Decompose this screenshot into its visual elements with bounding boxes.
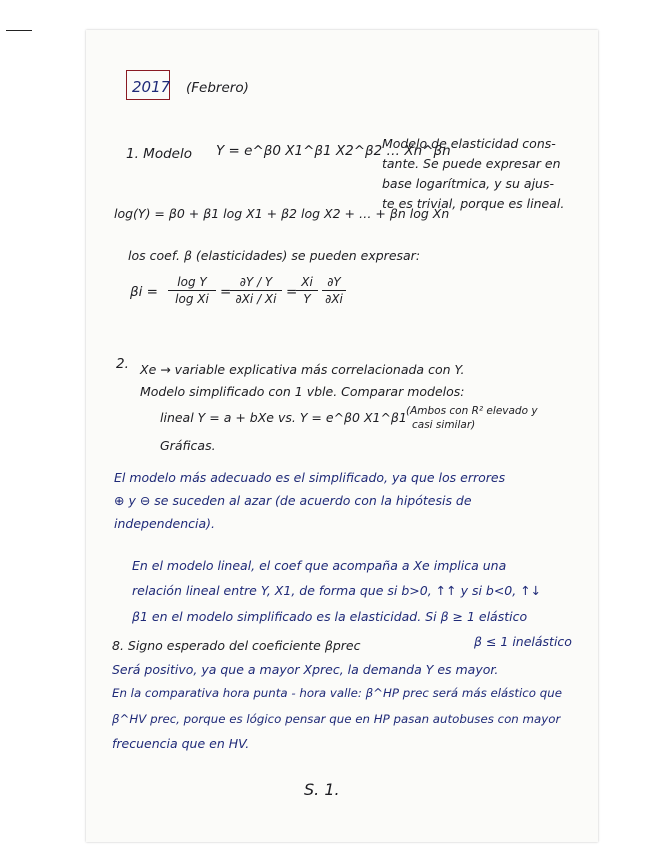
q1-frac4-num: ∂Y: [327, 275, 341, 289]
q8-label: 8. Signo esperado del coeficiente βprec: [112, 638, 361, 653]
q1-fraction-log: [168, 275, 216, 306]
q1-frac3-num: Xi: [301, 275, 313, 289]
q8-blue-line-1: Será positivo, ya que a mayor Xprec, la demanda Y es mayor.: [112, 662, 499, 677]
q1-equals-2: =: [286, 284, 298, 300]
q2-line-3: lineal Y = a + bXe vs. Y = e^β0 X1^β1: [160, 410, 407, 425]
q2-brace-line-1: (Ambos con R² elevado y: [406, 405, 538, 417]
q1-frac1-den: log Xi: [175, 292, 209, 306]
q1-frac3-den: Y: [303, 292, 311, 306]
handwritten-page: [86, 30, 598, 842]
q1-note-line-4: te es trivial, porque es lineal.: [382, 196, 565, 211]
q1-log-equation: log(Y) = β0 + β1 log X1 + β2 log X2 + … + βn log Xn: [114, 206, 450, 221]
q1-label: 1. Modelo: [126, 146, 192, 162]
q2-blue-p1-line-2: ⊕ y ⊖ se suceden al azar (de acuerdo con la hipótesis de: [114, 493, 472, 508]
q2-blue-p2-line-3: β1 en el modelo simplificado es la elasticidad. Si β ≥ 1 elástico: [132, 609, 528, 624]
q2-inelastic-note: β ≤ 1 inelástico: [474, 634, 572, 649]
q2-blue-p2-line-1: En el modelo lineal, el coef que acompaña a Xe implica una: [132, 558, 507, 573]
signature: S. 1.: [304, 780, 340, 799]
q2-blue-p1-line-3: independencia).: [114, 516, 215, 531]
q1-equals-1: =: [220, 284, 232, 300]
q8-blue-line-3: β^HV prec, porque es lógico pensar que en HP pasan autobuses con mayor: [112, 712, 561, 726]
q2-line-1: Xe → variable explicativa más correlacionada con Y.: [140, 362, 465, 377]
q1-fraction-partial: [230, 275, 282, 306]
q1-frac2-num: ∂Y / Y: [239, 275, 273, 289]
q1-model-equation: Y = e^β0 X1^β1 X2^β2 … Xn^βn: [216, 143, 451, 159]
q1-frac4-den: ∂Xi: [325, 292, 343, 306]
corner-mark: [6, 30, 32, 31]
q1-beta-prefix: βi =: [130, 284, 158, 300]
q1-fraction-ratio: [296, 275, 318, 306]
q2-label: 2.: [116, 356, 129, 372]
year-box: [126, 70, 170, 100]
q1-fraction-derivative: [322, 275, 346, 306]
month-label: (Febrero): [186, 80, 249, 96]
q8-blue-line-2: En la comparativa hora punta - hora valle: β^HP prec será más elástico que: [112, 686, 562, 700]
q2-line-4: Gráficas.: [160, 438, 216, 453]
q2-blue-p1-line-1: El modelo más adecuado es el simplificado, ya que los errores: [114, 470, 506, 485]
q2-line-2: Modelo simplificado con 1 vble. Comparar modelos:: [140, 384, 465, 399]
q1-note-line-1: Modelo de elasticidad cons-: [382, 136, 556, 151]
q1-note-line-3: base logarítmica, y su ajus-: [382, 176, 554, 191]
q8-blue-line-4: frecuencia que en HV.: [112, 736, 250, 751]
year-label: 2017: [132, 78, 171, 96]
q1-coef-text: los coef. β (elasticidades) se pueden expresar:: [128, 248, 421, 263]
q2-brace-line-2: casi similar): [412, 419, 476, 431]
q1-frac1-num: log Y: [177, 275, 207, 289]
q1-frac2-den: ∂Xi / Xi: [235, 292, 277, 306]
q2-blue-p2-line-2: relación lineal entre Y, X1, de forma que si b>0, ↑↑ y si b<0, ↑↓: [132, 583, 542, 598]
q1-note-line-2: tante. Se puede expresar en: [382, 156, 561, 171]
